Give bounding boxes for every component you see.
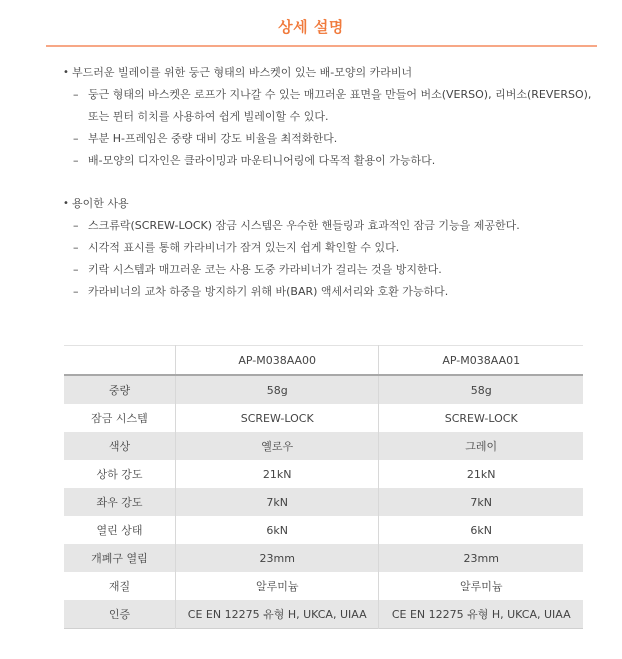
feature-section-smooth-belay <box>60 62 600 172</box>
feature-detail-text: 스크류락(SCREW-LOCK) 잠금 시스템은 우수한 핸들링과 효과적인 잠금 기능을 제공한다. <box>88 219 520 232</box>
title-divider <box>46 45 597 47</box>
table-row-gate-opening <box>64 544 583 572</box>
feature-detail <box>60 281 600 303</box>
feature-detail <box>60 150 600 172</box>
row-label: 개폐구 열림 <box>64 544 175 572</box>
table-row-lock-system <box>64 404 583 432</box>
row-value: SCREW-LOCK <box>175 404 379 432</box>
dash-icon: – <box>73 219 79 232</box>
row-label: 좌우 강도 <box>64 488 175 516</box>
row-value: 58g <box>175 375 379 404</box>
row-label: 재질 <box>108 580 131 593</box>
row-value: 알루미늄 <box>379 572 583 600</box>
feature-bullet <box>60 193 600 215</box>
table-row-material <box>64 572 583 600</box>
row-value: 23mm <box>175 544 379 572</box>
spec-table <box>64 345 583 629</box>
column-header-model-b: AP-M038AA01 <box>379 346 583 376</box>
dash-icon: – <box>73 241 79 254</box>
row-value: CE EN 12275 유형 H, UKCA, UIAA <box>175 600 379 629</box>
row-label: 색상 <box>64 432 175 460</box>
table-row-open-gate-strength <box>64 516 583 544</box>
section-title: 상세 설명 <box>278 18 344 36</box>
row-value: 7kN <box>175 488 379 516</box>
dash-icon: – <box>73 285 79 298</box>
feature-detail-text: 시각적 표시를 통해 카라비너가 잠겨 있는지 쉽게 확인할 수 있다. <box>88 241 400 254</box>
row-label: 열린 상태 <box>96 524 143 537</box>
feature-heading: 부드러운 빌레이를 위한 둥근 형태의 바스켓이 있는 배-모양의 카라비너 <box>72 66 413 79</box>
row-label: 인증 <box>64 600 175 629</box>
table-header-row <box>64 346 583 376</box>
dash-icon: – <box>73 88 79 101</box>
feature-detail <box>60 237 600 259</box>
feature-detail <box>60 128 600 150</box>
feature-detail-text: 키락 시스템과 매끄러운 코는 사용 도중 카라비너가 걸리는 것을 방지한다. <box>88 263 442 276</box>
feature-section-easy-use <box>60 193 600 303</box>
row-value: 58g <box>379 375 583 404</box>
row-value: 7kN <box>379 488 583 516</box>
feature-detail-continuation <box>60 106 600 128</box>
bullet-icon: • <box>63 67 69 78</box>
row-value: 6kN <box>175 516 379 544</box>
column-header-model-a: AP-M038AA00 <box>175 346 379 376</box>
dash-icon: – <box>73 154 79 167</box>
table-row-certification <box>64 600 583 629</box>
row-value: SCREW-LOCK <box>379 404 583 432</box>
row-value: 그레이 <box>379 432 583 460</box>
row-value: 23mm <box>379 544 583 572</box>
dash-icon: – <box>73 263 79 276</box>
feature-heading: 용이한 사용 <box>72 197 129 210</box>
row-value: 21kN <box>175 460 379 488</box>
feature-detail-text: 둥근 형태의 바스켓은 로프가 지나갈 수 있는 매끄러운 표면을 만들어 버소(VERSO), 리버소(REVERSO), <box>88 88 592 101</box>
row-label: 잠금 시스템 <box>91 412 148 425</box>
row-value: CE EN 12275 유형 H, UKCA, UIAA <box>379 600 583 629</box>
table-row-major-axis-strength <box>64 460 583 488</box>
feature-detail-text: 카라비너의 교차 하중을 방지하기 위해 바(BAR) 액세서리와 호환 가능하다. <box>88 285 449 298</box>
feature-detail-text: 배-모양의 디자인은 클라이밍과 마운티니어링에 다목적 활용이 가능하다. <box>88 154 436 167</box>
feature-detail <box>60 215 600 237</box>
row-value: 6kN <box>379 516 583 544</box>
row-value: 알루미늄 <box>175 572 379 600</box>
table-row-weight <box>64 375 583 404</box>
feature-detail <box>60 259 600 281</box>
table-row-minor-axis-strength <box>64 488 583 516</box>
feature-detail-text: 부분 H-프레임은 중량 대비 강도 비율을 최적화한다. <box>88 132 338 145</box>
row-value: 21kN <box>379 460 583 488</box>
feature-detail-text: 또는 뮌터 히치를 사용하여 쉽게 빌레이할 수 있다. <box>88 110 329 123</box>
row-label: 중량 <box>64 375 175 404</box>
feature-bullet <box>60 62 600 84</box>
table-row-color <box>64 432 583 460</box>
bullet-icon: • <box>63 198 69 209</box>
column-header-label <box>64 346 175 376</box>
dash-icon: – <box>73 132 79 145</box>
feature-detail <box>60 84 600 106</box>
row-label: 상하 강도 <box>96 468 143 481</box>
row-value: 옐로우 <box>175 432 379 460</box>
